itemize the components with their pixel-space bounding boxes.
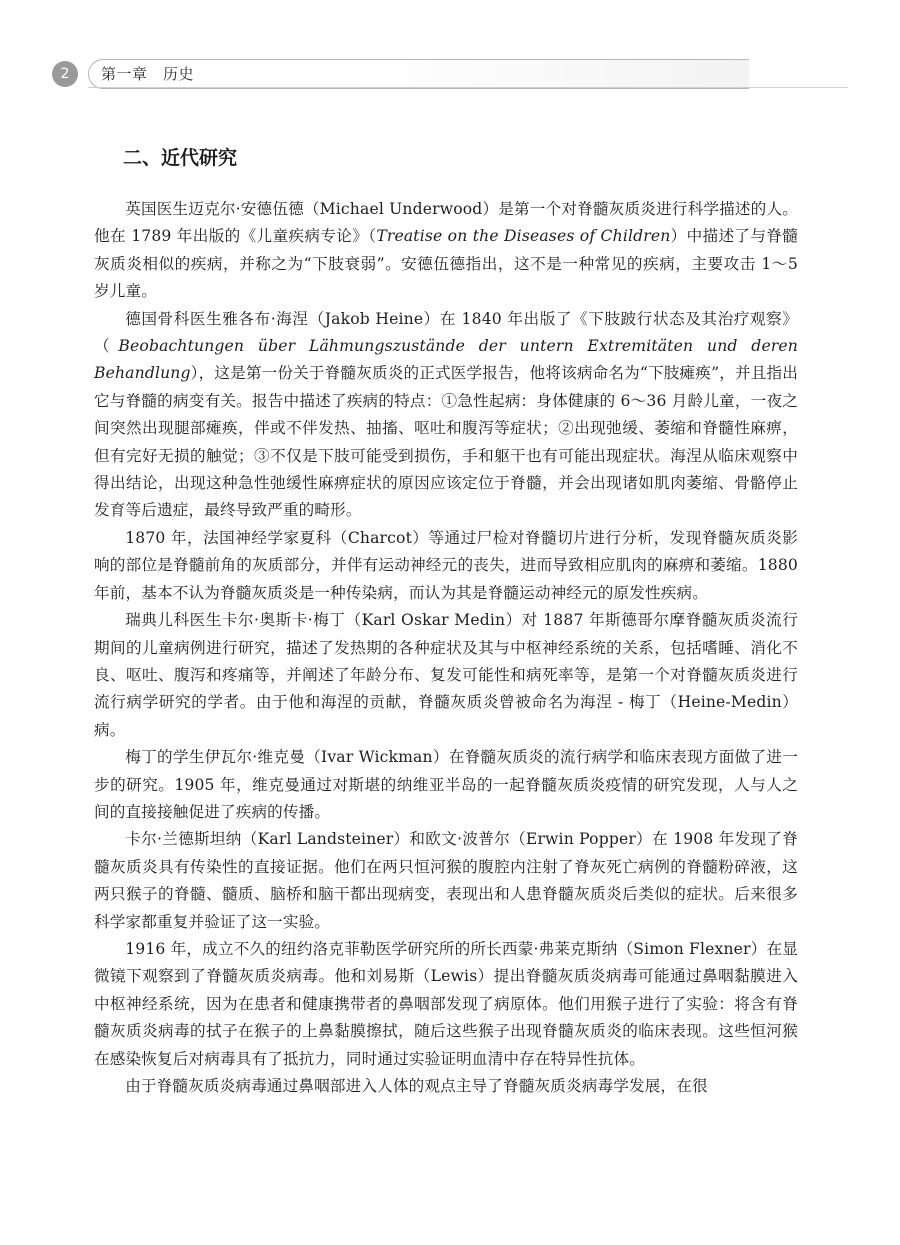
paragraph-landsteiner: 卡尔·兰德斯坦纳（Karl Landsteiner）和欧文·波普尔（Erwin Popper）在 1908 年发现了脊髓灰质炎具有传染性的直接证据。他们在两只恒河猴的腹腔内注射了脊灰死亡病例的脊髓粉碎液，这两只猴子的脊髓、髓质、脑桥和脑干都出现病变，表现出和人患脊髓灰质炎后类似的症状。后来很多科学家都重复并验证了这一实验。 [94,830,798,931]
header-divider [88,87,848,88]
paragraph-wickman: 梅丁的学生伊瓦尔·维克曼（Ivar Wickman）在脊髓灰质炎的流行病学和临床表现方面做了进一步的研究。1905 年，维克曼通过对斯堪的纳维亚半岛的一起脊髓灰质炎疫情的研究发现，人与人之间的直接接触促进了疾病的传播。 [94,748,798,821]
paragraph-text: ），这是第一份关于脊髓灰质炎的正式医学报告，他将该病命名为“下肢瘫痪”，并且指出它与脊髓的病变有关。报告中描述了疾病的特点：①急性起病：身体健康的 6～36 月龄儿童，一夜之间突然出现腿部瘫痪，伴或不伴发热、抽搐、呕吐和腹泻等症状；②出现弛缓、萎缩和脊髓性麻痹，但有完好无损的触觉；③不仅是下肢可能受到损伤，手和躯干也有可能出现症状。海涅从临床观察中得出结论，出现这种急性弛缓性麻痹症状的原因应该定位于脊髓，并会出现诸如肌肉萎缩、骨骼停止发育等后遗症，最终导致严重的畸形。 [94,364,798,520]
paragraph-heine [94,306,798,525]
paragraph-continuation: 由于脊髓灰质炎病毒通过鼻咽部进入人体的观点主导了脊髓灰质炎病毒学发展，在很 [125,1077,708,1095]
chapter-tab [88,59,749,89]
paragraph-text: 英国医生迈克尔·安德伍德（Michael Underwood）是第一个对脊髓灰质炎进行科学描述的人。他在 1789 年出版的《儿童疾病专论》（ [94,200,798,246]
paragraph-flexner: 1916 年，成立不久的纽约洛克菲勒医学研究所的所长西蒙·弗莱克斯纳（Simon Flexner）在显微镜下观察到了脊髓灰质炎病毒。他和刘易斯（Lewis）提出脊髓灰质炎病毒可能通过鼻咽黏膜进入中枢神经系统，因为在患者和健康携带者的鼻咽部发现了病原体。他们用猴子进行了实验：将含有脊髓灰质炎病毒的拭子在猴子的上鼻黏膜擦拭，随后这些猴子出现脊髓灰质炎的临床表现。这些恒河猴在感染恢复后对病毒具有了抵抗力，同时通过实验证明血清中存在特异性抗体。 [94,939,798,1068]
paragraph-charcot: 1870 年，法国神经学家夏科（Charcot）等通过尸检对脊髓切片进行分析，发现脊髓灰质炎影响的部位是脊髓前角的灰质部分，并伴有运动神经元的丧失，进而导致相应肌肉的麻痹和萎缩。1880 年前，基本不认为脊髓灰质炎是一种传染病，而认为其是脊髓运动神经元的原发性疾病。 [94,528,798,602]
paragraph-medin: 瑞典儿科医生卡尔·奥斯卡·梅丁（Karl Oskar Medin）对 1887 年斯德哥尔摩脊髓灰质炎流行期间的儿童病例进行研究，描述了发热期的各种症状及其与中枢神经系统的关系，包括嗜睡、消化不良、呕吐、腹泻和疼痛等，并阐述了年龄分布、复发可能性和病死率等，是第一个对脊髓灰质炎进行流行病学研究的学者。由于他和海涅的贡献，脊髓灰质炎曾被命名为海涅 - 梅丁（Heine-Medin）病。 [94,611,798,739]
page-header [52,58,848,90]
paragraph-text: 德国骨科医生雅各布·海涅（Jakob Heine）在 1840 年出版了《下肢跛行状态及其治疗观察》（ [94,309,798,356]
book-title-italic: Treatise on the Diseases of Children [376,227,671,246]
paragraph-text: ）中描述了与脊髓灰质炎相似的疾病，并称之为“下肢衰弱”。安德伍德指出，这不是一种常见的疾病，主要攻击 1～5 岁儿童。 [94,227,798,301]
page-number-badge: 2 [52,61,78,87]
section-heading: 二、近代研究 [123,147,238,169]
body-text [94,196,798,1100]
book-title-italic: Beobachtungen über Lähmungszustände der untern Extremitäten und deren Behandlung [94,337,798,383]
paragraph-underwood [94,196,798,306]
chapter-title: 第一章 历史 [101,65,195,83]
